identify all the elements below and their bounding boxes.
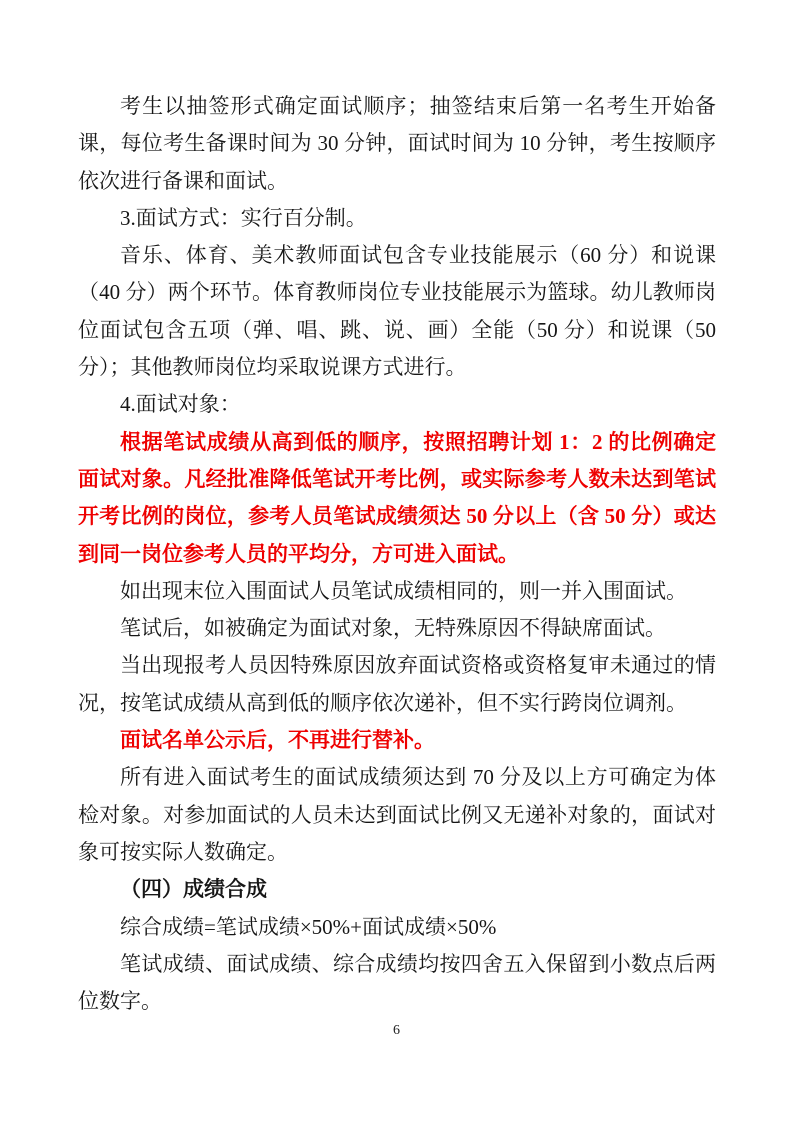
para-no-substitute-emphasis: 面试名单公示后，不再进行替补。	[120, 728, 435, 753]
para-replacement-rule: 当出现报考人员因特殊原因放弃面试资格或资格复审未通过的情况，按笔试成绩从高到低的顺序依次递补，但不实行跨岗位调剂。	[78, 653, 716, 715]
para-tie-rule: 如出现末位入围面试人员笔试成绩相同的，则一并入围面试。	[120, 578, 687, 603]
para-rounding-rule: 笔试成绩、面试成绩、综合成绩均按四舍五入保留到小数点后两位数字。	[78, 951, 716, 1014]
para-interview-targets-heading: 4.面试对象：	[120, 392, 241, 417]
para-interview-order: 考生以抽签形式确定面试顺序；抽签结束后第一名考生开始备课，每位考生备课时间为 30 分钟，面试时间为 10 分钟，考生按顺序依次进行备课和面试。	[78, 94, 716, 193]
page-number: 6	[393, 1023, 400, 1038]
para-score-formula: 综合成绩=笔试成绩×50%+面试成绩×50%	[120, 914, 497, 939]
section-heading-score-composition: （四）成绩合成	[120, 877, 267, 902]
para-no-absence-rule: 笔试后，如被确定为面试对象，无特殊原因不得缺席面试。	[120, 616, 666, 641]
para-interview-method-detail: 音乐、体育、美术教师面试包含专业技能展示（60 分）和说课（40 分）两个环节。体育教师岗位专业技能展示为篮球。幼儿教师岗位面试包含五项（弹、唱、跳、说、画）全能（50 分）和说课（50 分）；其他教师岗位均采取说课方式进行。	[78, 243, 716, 380]
para-interview-method-heading: 3.面试方式：实行百分制。	[120, 205, 367, 230]
para-pass-score-rule: 所有进入面试考生的面试成绩须达到 70 分及以上方可确定为体检对象。对参加面试的人员未达到面试比例又无递补对象的，面试对象可按实际人数确定。	[78, 765, 716, 864]
para-interview-ratio-emphasis: 根据笔试成绩从高到低的顺序，按照招聘计划 1：2 的比例确定面试对象。凡经批准降低笔试开考比例，或实际参考人数未达到笔试开考比例的岗位，参考人员笔试成绩须达 50 分以上（含 50 分）或达到同一岗位参考人员的平均分，方可进入面试。	[78, 429, 716, 566]
